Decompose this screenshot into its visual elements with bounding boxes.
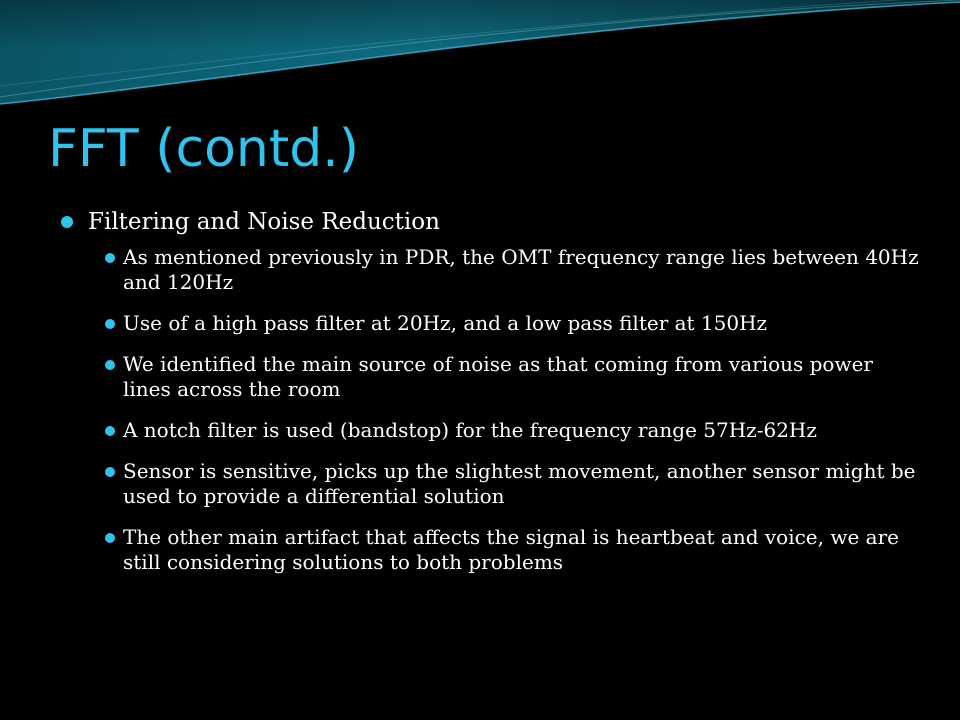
sub-bullet-text: A notch filter is used (bandstop) for the frequency range 57Hz-62Hz	[123, 418, 817, 442]
bullet-dot-icon	[105, 319, 115, 329]
bullet-dot-icon	[105, 253, 115, 263]
bullet-list	[60, 207, 920, 591]
bullet-dot-icon	[61, 216, 73, 228]
sub-bullet-text: Sensor is sensitive, picks up the slightest movement, another sensor might be used to provide a differential solution	[123, 459, 916, 508]
sub-bullet-text: The other main artifact that affects the signal is heartbeat and voice, we are still considering solutions to both problems	[123, 525, 899, 574]
sub-bullet-text: As mentioned previously in PDR, the OMT frequency range lies between 40Hz and 120Hz	[123, 245, 919, 294]
header-wave-decoration	[0, 0, 960, 125]
sub-bullet-item	[60, 525, 920, 575]
bullet-dot-icon	[105, 426, 115, 436]
bullet-dot-icon	[105, 533, 115, 543]
sub-bullet-item	[60, 352, 920, 402]
main-bullet-item	[60, 207, 920, 237]
sub-bullet-text: We identified the main source of noise as that coming from various power lines across the room	[123, 352, 873, 401]
bullet-dot-icon	[105, 467, 115, 477]
main-bullet-text: Filtering and Noise Reduction	[88, 209, 440, 235]
bullet-dot-icon	[105, 360, 115, 370]
slide-title: FFT (contd.)	[48, 119, 360, 179]
sub-bullet-list	[60, 245, 920, 575]
sub-bullet-item	[60, 459, 920, 509]
sub-bullet-item	[60, 418, 920, 443]
sub-bullet-item	[60, 245, 920, 295]
sub-bullet-item	[60, 311, 920, 336]
sub-bullet-text: Use of a high pass filter at 20Hz, and a low pass filter at 150Hz	[123, 311, 768, 335]
